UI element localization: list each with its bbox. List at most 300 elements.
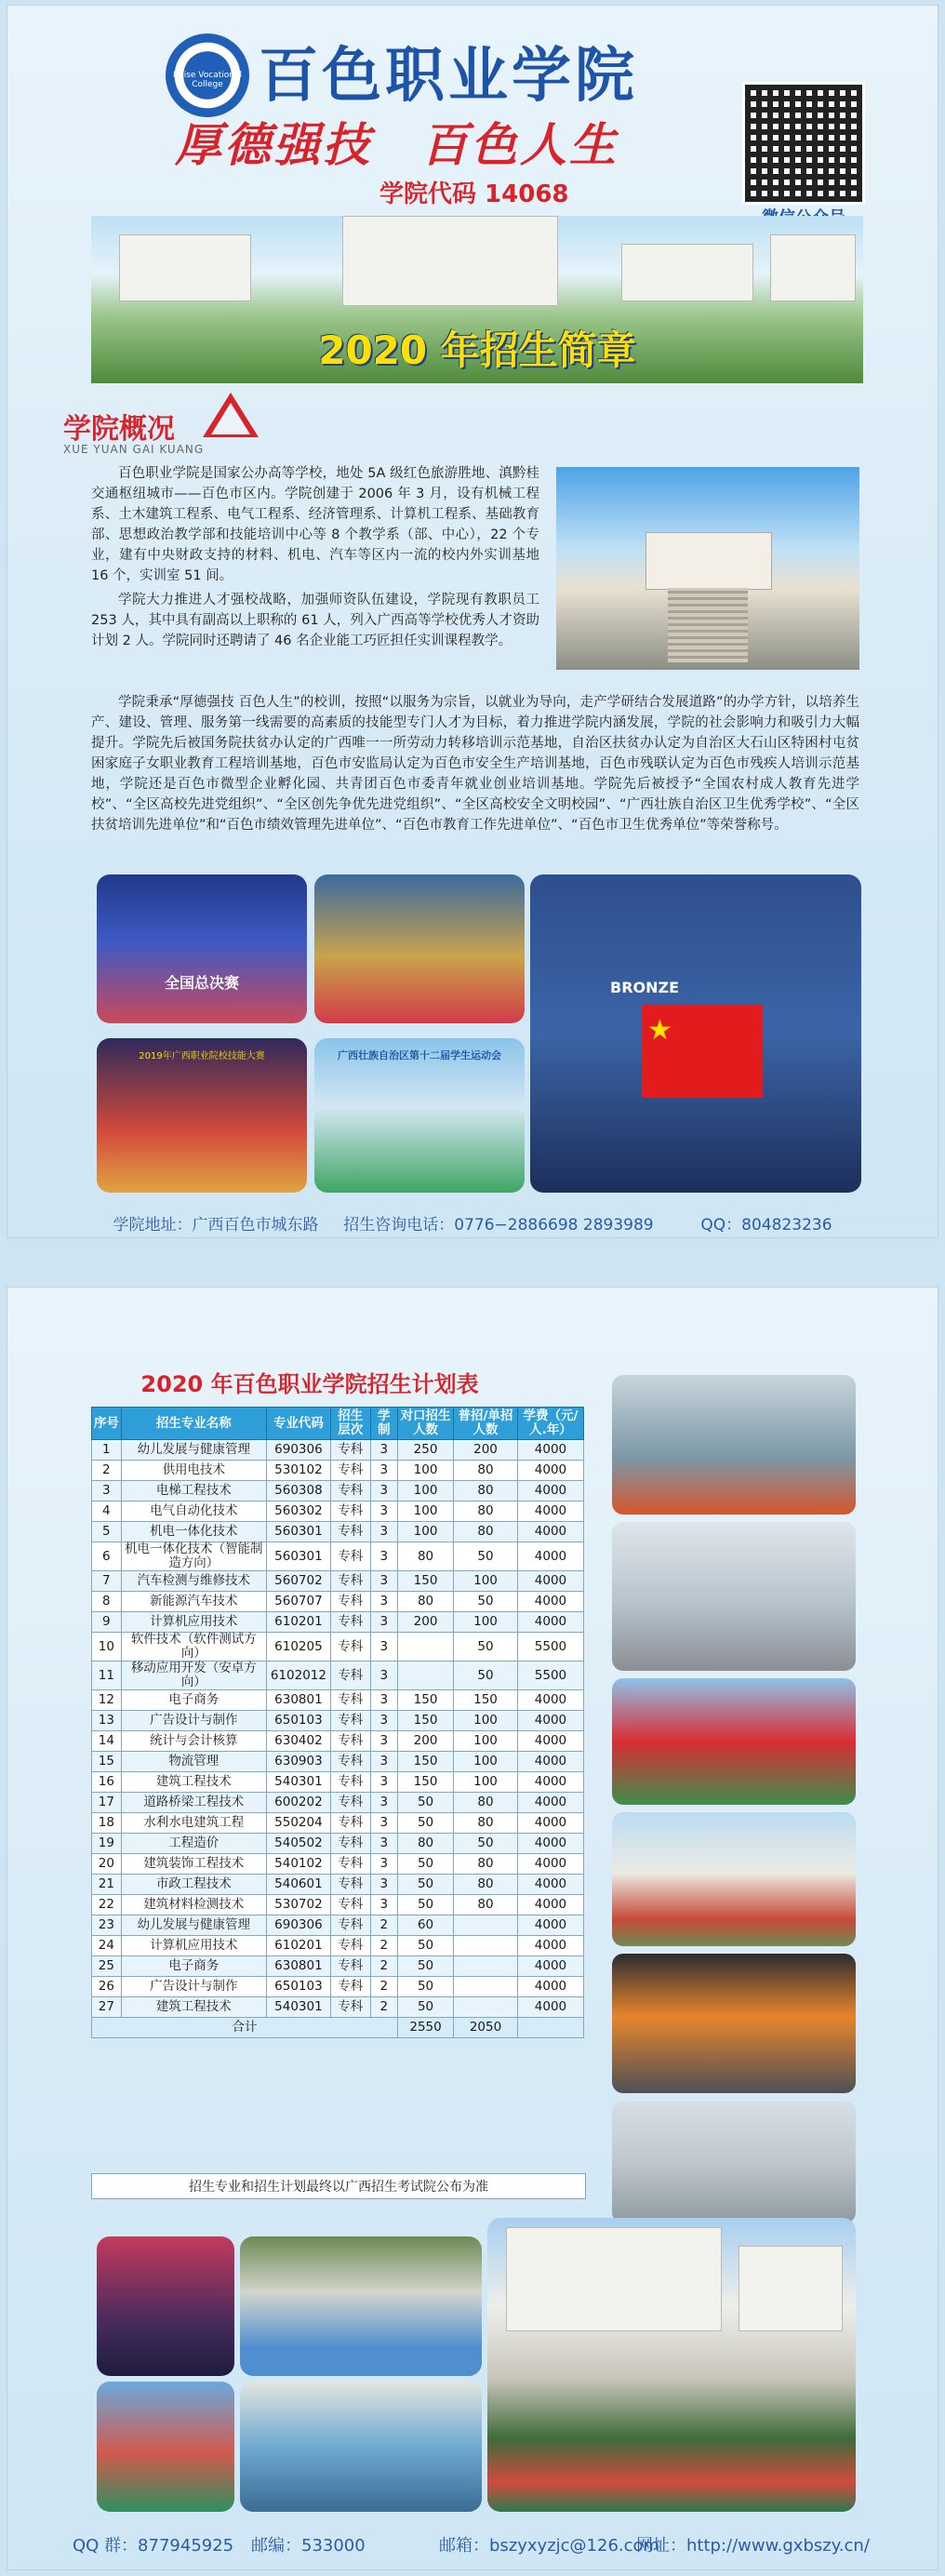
table-cell — [454, 1997, 518, 2018]
table-cell: 540601 — [266, 1875, 330, 1895]
table-cell: 50 — [398, 1977, 454, 1997]
table-cell: 4000 — [517, 1854, 583, 1875]
table-cell: 4000 — [517, 1895, 583, 1915]
table-cell: 专科 — [330, 1956, 370, 1977]
bronze-caption: BRONZE — [610, 979, 680, 996]
table-cell — [398, 1633, 454, 1662]
table-cell: 150 — [398, 1571, 454, 1592]
table-cell — [454, 1915, 518, 1936]
table-cell: 150 — [398, 1711, 454, 1731]
table-row — [92, 1461, 584, 1481]
plan-note: 招生专业和招生计划最终以广西招生考试院公布为准 — [91, 2173, 586, 2199]
section-pinyin: XUE YUAN GAI KUANG — [63, 443, 205, 456]
cell-major-name: 机电一体化技术 — [121, 1522, 266, 1542]
brochure-page-1 — [7, 6, 938, 1237]
table-cell: 2 — [370, 1956, 398, 1977]
table-cell: 13 — [92, 1711, 122, 1731]
table-cell: 10 — [92, 1633, 122, 1662]
table-cell: 2 — [92, 1461, 122, 1481]
table-cell: 60 — [398, 1915, 454, 1936]
total-fee-blank — [517, 2018, 583, 2038]
cell-major-name: 计算机应用技术 — [121, 1612, 266, 1633]
qq-group-text: QQ 群：877945925 — [73, 2536, 234, 2556]
table-cell: 150 — [398, 1752, 454, 1772]
award-caption: 全国总决赛 — [164, 974, 239, 992]
table-cell: 4000 — [517, 1690, 583, 1711]
table-cell: 50 — [398, 1997, 454, 2018]
table-cell: 150 — [398, 1690, 454, 1711]
table-cell: 专科 — [330, 1977, 370, 1997]
table-row — [92, 1690, 584, 1711]
table-cell: 5500 — [517, 1662, 583, 1690]
table-cell: 3 — [370, 1772, 398, 1793]
sports-meet-photo — [314, 1038, 525, 1193]
phone-text: 招生咨询电话：0776−2886698 2893989 — [343, 1216, 654, 1235]
table-cell: 50 — [454, 1542, 518, 1571]
table-cell: 26 — [92, 1977, 122, 1997]
cell-major-name: 移动应用开发（安卓方向） — [121, 1662, 266, 1690]
cell-major-name: 供用电技术 — [121, 1461, 266, 1481]
col-header: 普招/单招人数 — [454, 1408, 518, 1440]
table-cell: 4000 — [517, 1772, 583, 1793]
table-cell: 80 — [398, 1834, 454, 1854]
table-cell: 专科 — [330, 1571, 370, 1592]
table-cell: 100 — [454, 1612, 518, 1633]
campus-building — [739, 2246, 843, 2331]
cell-major-name: 电子商务 — [121, 1956, 266, 1977]
college-name: 百色职业学院 — [259, 41, 638, 111]
table-cell: 专科 — [330, 1612, 370, 1633]
electrician-training-photo — [612, 1375, 856, 1515]
table-cell: 4000 — [517, 1522, 583, 1542]
cell-major-name: 电气自动化技术 — [121, 1502, 266, 1522]
col-header: 对口招生人数 — [398, 1408, 454, 1440]
table-cell: 17 — [92, 1793, 122, 1813]
table-row — [92, 1854, 584, 1875]
fashion-show-photo — [97, 2236, 234, 2376]
plan-table-title: 2020 年百色职业学院招生计划表 — [140, 1371, 479, 1397]
table-cell: 16 — [92, 1772, 122, 1793]
col-header: 学费（元/人.年） — [517, 1408, 583, 1440]
table-cell: 4000 — [517, 1461, 583, 1481]
student-group-photo — [612, 1678, 856, 1805]
table-cell: 3 — [370, 1690, 398, 1711]
table-row — [92, 1662, 584, 1690]
table-row — [92, 1731, 584, 1752]
table-row — [92, 1895, 584, 1915]
table-cell: 100 — [398, 1461, 454, 1481]
campus-building — [506, 2227, 722, 2331]
table-total-row — [92, 2018, 584, 2038]
table-cell: 540301 — [266, 1772, 330, 1793]
table-cell — [454, 1956, 518, 1977]
auto-repair-photo — [612, 1954, 856, 2093]
table-cell: 3 — [370, 1895, 398, 1915]
table-row — [92, 1542, 584, 1571]
cell-major-name: 幼儿发展与健康管理 — [121, 1915, 266, 1936]
col-header: 招生专业名称 — [121, 1408, 266, 1440]
cell-major-name: 物流管理 — [121, 1752, 266, 1772]
main-building — [646, 532, 772, 590]
table-cell: 3 — [370, 1592, 398, 1612]
table-cell: 560302 — [266, 1502, 330, 1522]
cell-major-name: 新能源汽车技术 — [121, 1592, 266, 1612]
table-cell: 3 — [370, 1461, 398, 1481]
table-cell: 630903 — [266, 1752, 330, 1772]
table-row — [92, 1571, 584, 1592]
table-cell: 20 — [92, 1854, 122, 1875]
triangle-inner-decoration — [211, 403, 250, 434]
table-cell: 专科 — [330, 1915, 370, 1936]
table-cell: 650103 — [266, 1711, 330, 1731]
table-row — [92, 1502, 584, 1522]
table-cell: 150 — [454, 1690, 518, 1711]
table-cell: 3 — [370, 1854, 398, 1875]
table-cell — [454, 1936, 518, 1956]
table-cell: 7 — [92, 1571, 122, 1592]
total-duikou: 2550 — [398, 2018, 454, 2038]
table-cell: 50 — [398, 1875, 454, 1895]
cell-major-name: 建筑工程技术 — [121, 1997, 266, 2018]
table-cell: 4000 — [517, 1711, 583, 1731]
table-cell: 630402 — [266, 1731, 330, 1752]
table-cell: 200 — [398, 1612, 454, 1633]
table-cell: 80 — [454, 1502, 518, 1522]
enrollment-plan-table — [91, 1407, 584, 2038]
table-cell: 专科 — [330, 1772, 370, 1793]
table-cell: 专科 — [330, 1662, 370, 1690]
table-cell: 专科 — [330, 1481, 370, 1502]
table-cell: 540502 — [266, 1834, 330, 1854]
table-cell: 80 — [454, 1875, 518, 1895]
campus-building — [119, 234, 251, 301]
table-header-row — [92, 1408, 584, 1440]
table-cell: 3 — [370, 1633, 398, 1662]
table-cell: 600202 — [266, 1793, 330, 1813]
table-cell: 9 — [92, 1612, 122, 1633]
table-cell: 50 — [454, 1834, 518, 1854]
competition-caption: 2019年广西职业院校技能大赛 — [139, 1051, 265, 1061]
table-cell: 550204 — [266, 1813, 330, 1834]
table-cell: 80 — [454, 1481, 518, 1502]
table-cell: 690306 — [266, 1915, 330, 1936]
table-cell: 5500 — [517, 1633, 583, 1662]
table-cell: 4000 — [517, 1542, 583, 1571]
table-cell: 80 — [454, 1793, 518, 1813]
table-row — [92, 1633, 584, 1662]
college-motto: 厚德强技 百色人生 — [175, 117, 619, 172]
table-cell: 专科 — [330, 1731, 370, 1752]
cell-major-name: 广告设计与制作 — [121, 1977, 266, 1997]
cell-major-name: 市政工程技术 — [121, 1875, 266, 1895]
table-row — [92, 1915, 584, 1936]
table-cell: 80 — [454, 1895, 518, 1915]
table-cell: 3 — [370, 1542, 398, 1571]
table-cell: 专科 — [330, 1997, 370, 2018]
table-cell: 4000 — [517, 1956, 583, 1977]
table-cell: 4000 — [517, 1834, 583, 1854]
cell-major-name: 机电一体化技术（智能制造方向） — [121, 1542, 266, 1571]
table-cell: 3 — [370, 1571, 398, 1592]
table-row — [92, 1481, 584, 1502]
table-cell: 540102 — [266, 1854, 330, 1875]
enrollment-banner: 2020 年招生简章 — [318, 327, 636, 373]
brochure-page-2 — [7, 1288, 938, 2569]
table-row — [92, 1793, 584, 1813]
table-cell: 4000 — [517, 1793, 583, 1813]
award-photo — [97, 874, 307, 1023]
table-row — [92, 1612, 584, 1633]
col-header: 招生层次 — [330, 1408, 370, 1440]
table-cell: 3 — [370, 1481, 398, 1502]
table-cell: 3 — [370, 1662, 398, 1690]
table-cell: 15 — [92, 1752, 122, 1772]
table-cell: 4000 — [517, 1731, 583, 1752]
table-cell: 专科 — [330, 1522, 370, 1542]
table-row — [92, 1592, 584, 1612]
table-cell: 100 — [454, 1772, 518, 1793]
contact-bar-1 — [7, 1211, 938, 1235]
table-cell: 50 — [398, 1854, 454, 1875]
stairs — [668, 588, 748, 662]
campus-building — [770, 234, 856, 301]
table-cell: 3 — [92, 1481, 122, 1502]
table-cell: 4000 — [517, 1997, 583, 2018]
table-cell: 专科 — [330, 1752, 370, 1772]
table-cell: 专科 — [330, 1834, 370, 1854]
table-cell: 4000 — [517, 1571, 583, 1592]
table-cell: 11 — [92, 1662, 122, 1690]
table-cell: 8 — [92, 1592, 122, 1612]
military-training-photo — [487, 2218, 856, 2512]
table-cell: 19 — [92, 1834, 122, 1854]
table-cell: 2 — [370, 1936, 398, 1956]
table-cell: 24 — [92, 1936, 122, 1956]
table-cell: 4 — [92, 1502, 122, 1522]
cell-major-name: 水利水电建筑工程 — [121, 1813, 266, 1834]
campus-event-photo — [612, 1812, 856, 1946]
table-cell: 专科 — [330, 1502, 370, 1522]
cell-major-name: 汽车检测与维修技术 — [121, 1571, 266, 1592]
table-cell: 3 — [370, 1522, 398, 1542]
bronze-medal-photo — [530, 874, 861, 1193]
table-row — [92, 1813, 584, 1834]
table-cell: 250 — [398, 1440, 454, 1461]
table-cell: 560301 — [266, 1542, 330, 1571]
table-cell: 4000 — [517, 1481, 583, 1502]
cell-major-name: 广告设计与制作 — [121, 1711, 266, 1731]
cell-major-name: 工程造价 — [121, 1834, 266, 1854]
table-cell: 3 — [370, 1612, 398, 1633]
table-cell: 630801 — [266, 1956, 330, 1977]
table-row — [92, 1997, 584, 2018]
table-cell: 560707 — [266, 1592, 330, 1612]
table-cell: 50 — [398, 1793, 454, 1813]
table-cell: 560301 — [266, 1522, 330, 1542]
total-label: 合计 — [92, 2018, 398, 2038]
table-cell — [398, 1662, 454, 1690]
table-cell: 610205 — [266, 1633, 330, 1662]
table-cell: 200 — [454, 1440, 518, 1461]
email-text: 邮箱：bszyxyzjc@126.com — [439, 2536, 660, 2556]
plan-table-body — [92, 1440, 584, 2018]
table-cell: 4000 — [517, 1936, 583, 1956]
table-cell: 4000 — [517, 1977, 583, 1997]
table-cell: 50 — [398, 1813, 454, 1834]
cell-major-name: 建筑材料检测技术 — [121, 1895, 266, 1915]
table-cell: 100 — [454, 1711, 518, 1731]
table-cell: 专科 — [330, 1895, 370, 1915]
table-cell: 540301 — [266, 1997, 330, 2018]
table-cell: 530702 — [266, 1895, 330, 1915]
table-cell: 200 — [398, 1731, 454, 1752]
cell-major-name: 统计与会计核算 — [121, 1731, 266, 1752]
cell-major-name: 软件技术（软件测试方向） — [121, 1633, 266, 1662]
table-cell: 14 — [92, 1731, 122, 1752]
table-cell: 80 — [454, 1522, 518, 1542]
table-cell: 4000 — [517, 1875, 583, 1895]
qr-code-icon[interactable] — [742, 82, 865, 205]
table-cell: 100 — [398, 1522, 454, 1542]
table-cell: 2 — [370, 1915, 398, 1936]
table-cell: 2 — [370, 1997, 398, 2018]
table-row — [92, 1936, 584, 1956]
cell-major-name: 计算机应用技术 — [121, 1936, 266, 1956]
table-cell: 4000 — [517, 1440, 583, 1461]
table-cell: 3 — [370, 1731, 398, 1752]
table-cell: 6 — [92, 1542, 122, 1571]
computer-lab-photo — [240, 2382, 482, 2512]
total-puzhao: 2050 — [454, 2018, 518, 2038]
table-cell: 50 — [398, 1936, 454, 1956]
table-cell: 100 — [454, 1571, 518, 1592]
table-cell: 3 — [370, 1502, 398, 1522]
table-cell: 4000 — [517, 1502, 583, 1522]
table-cell: 3 — [370, 1875, 398, 1895]
table-row — [92, 1834, 584, 1854]
table-cell: 80 — [454, 1813, 518, 1834]
col-header: 专业代码 — [266, 1408, 330, 1440]
surveying-photo — [612, 2101, 856, 2223]
table-cell: 100 — [454, 1752, 518, 1772]
sports-caption: 广西壮族自治区第十二届学生运动会 — [338, 1049, 501, 1061]
table-cell: 50 — [454, 1662, 518, 1690]
table-cell: 专科 — [330, 1592, 370, 1612]
basketball-court-photo — [97, 2382, 234, 2512]
table-cell: 80 — [454, 1854, 518, 1875]
table-cell: 21 — [92, 1875, 122, 1895]
intro-text-2: 学院大力推进人才强校战略，加强师资队伍建设，学院现有教职员工 253 人，其中具有副高以上职称的 61 人，列入广西高等学校优秀人才资助计划 2 人。学院同时还聘请了 46 名企业能工巧匠担任实训课程教学。 — [91, 593, 539, 648]
cell-major-name: 电梯工程技术 — [121, 1481, 266, 1502]
table-cell: 1 — [92, 1440, 122, 1461]
table-cell: 专科 — [330, 1854, 370, 1875]
table-cell: 3 — [370, 1813, 398, 1834]
elevator-lab-photo — [612, 1522, 856, 1671]
intro-paragraph-3 — [91, 692, 859, 835]
cell-major-name: 建筑装饰工程技术 — [121, 1854, 266, 1875]
table-cell: 25 — [92, 1956, 122, 1977]
address-text: 学院地址：广西百色市城东路 — [113, 1216, 319, 1235]
table-cell: 专科 — [330, 1542, 370, 1571]
table-cell: 专科 — [330, 1875, 370, 1895]
table-cell: 专科 — [330, 1793, 370, 1813]
table-cell: 3 — [370, 1834, 398, 1854]
table-row — [92, 1977, 584, 1997]
table-cell: 4000 — [517, 1752, 583, 1772]
table-cell: 专科 — [330, 1936, 370, 1956]
campus-building — [342, 216, 558, 306]
table-cell: 50 — [398, 1895, 454, 1915]
table-cell: 专科 — [330, 1711, 370, 1731]
yoga-class-photo — [240, 2236, 482, 2376]
table-cell: 50 — [398, 1956, 454, 1977]
skills-competition-photo — [97, 1038, 307, 1193]
table-cell: 22 — [92, 1895, 122, 1915]
table-row — [92, 1711, 584, 1731]
table-cell: 100 — [454, 1731, 518, 1752]
table-cell: 610201 — [266, 1612, 330, 1633]
table-cell: 560702 — [266, 1571, 330, 1592]
intro-paragraph-1 — [91, 463, 539, 586]
table-cell: 专科 — [330, 1690, 370, 1711]
cell-major-name: 建筑工程技术 — [121, 1772, 266, 1793]
table-row — [92, 1440, 584, 1461]
table-cell: 80 — [454, 1461, 518, 1481]
table-cell: 150 — [398, 1772, 454, 1793]
table-cell: 4000 — [517, 1813, 583, 1834]
cell-major-name: 道路桥梁工程技术 — [121, 1793, 266, 1813]
table-cell: 100 — [398, 1481, 454, 1502]
flag-star-icon: ★ — [647, 1014, 672, 1047]
table-cell: 专科 — [330, 1440, 370, 1461]
table-cell: 18 — [92, 1813, 122, 1834]
table-row — [92, 1956, 584, 1977]
table-cell: 630801 — [266, 1690, 330, 1711]
table-cell: 专科 — [330, 1633, 370, 1662]
postcode-text: 邮编：533000 — [251, 2536, 366, 2556]
table-cell: 12 — [92, 1690, 122, 1711]
table-cell: 5 — [92, 1522, 122, 1542]
table-row — [92, 1875, 584, 1895]
col-header: 序号 — [92, 1408, 122, 1440]
college-code: 学院代码 14068 — [379, 180, 569, 208]
table-cell: 23 — [92, 1915, 122, 1936]
campus-stairs-photo — [556, 467, 859, 670]
table-cell: 3 — [370, 1793, 398, 1813]
campus-building — [621, 244, 753, 301]
table-cell: 690306 — [266, 1440, 330, 1461]
table-cell: 6102012 — [266, 1662, 330, 1690]
table-row — [92, 1772, 584, 1793]
table-cell: 专科 — [330, 1813, 370, 1834]
table-cell: 80 — [398, 1592, 454, 1612]
table-cell: 4000 — [517, 1915, 583, 1936]
table-cell: 3 — [370, 1752, 398, 1772]
table-cell: 4000 — [517, 1612, 583, 1633]
table-cell: 2 — [370, 1977, 398, 1997]
table-cell: 530102 — [266, 1461, 330, 1481]
table-cell — [454, 1977, 518, 1997]
table-row — [92, 1522, 584, 1542]
table-cell: 专科 — [330, 1461, 370, 1481]
dance-performance-photo — [314, 874, 525, 1023]
table-cell: 50 — [454, 1592, 518, 1612]
table-cell: 50 — [454, 1633, 518, 1662]
table-cell: 610201 — [266, 1936, 330, 1956]
section-heading-overview: 学院概况 — [63, 413, 175, 446]
website-link[interactable]: 网址：http://www.gxbszy.cn/ — [636, 2536, 870, 2556]
table-cell: 650103 — [266, 1977, 330, 1997]
